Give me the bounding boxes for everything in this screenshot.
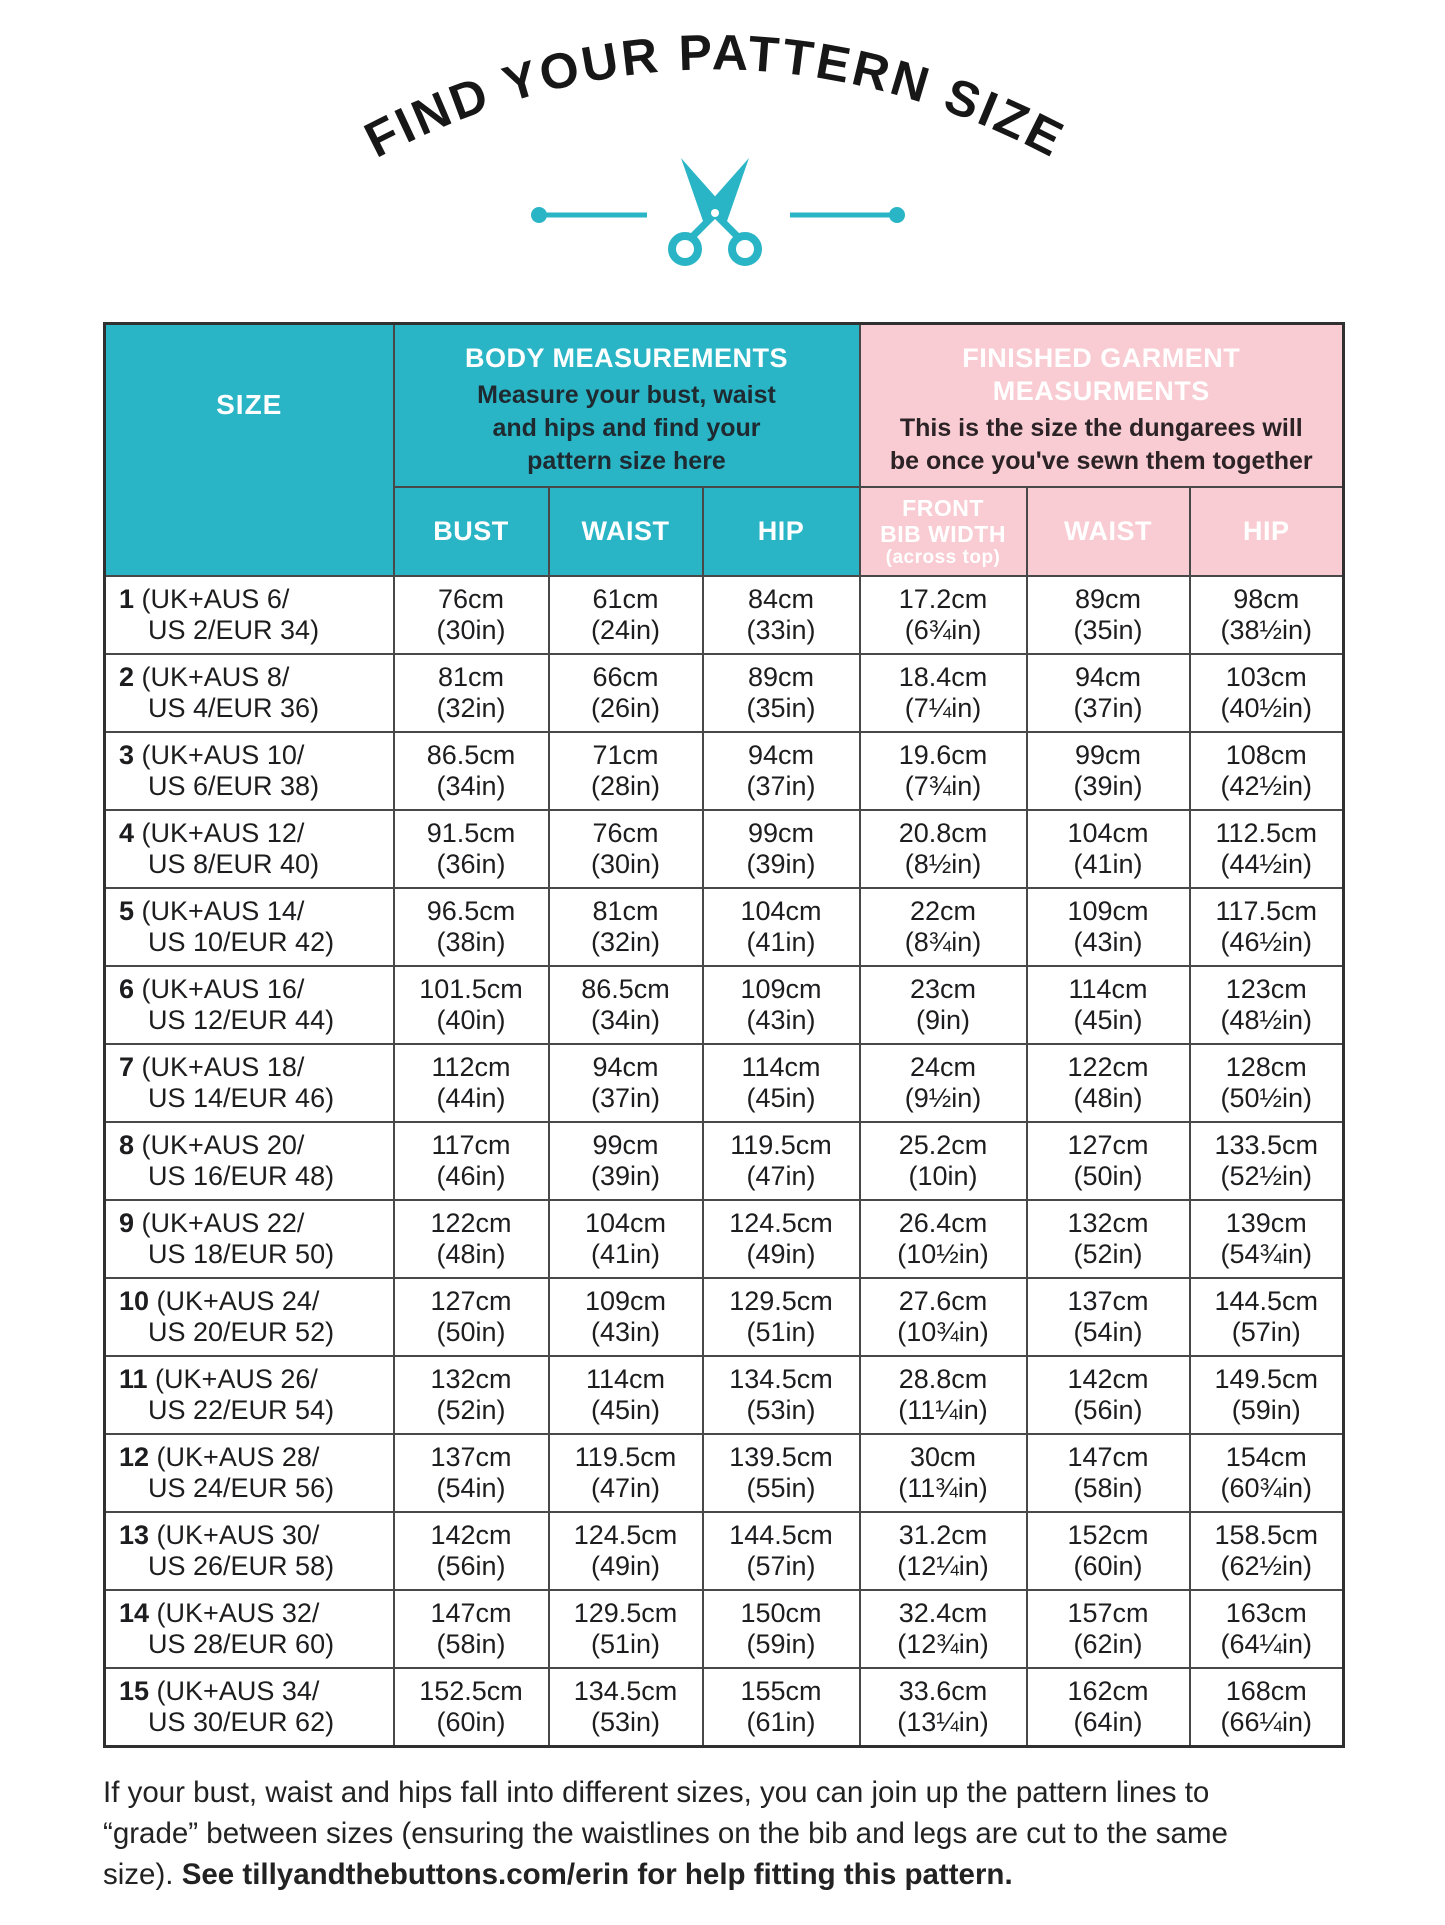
measurement-cell: 18.4cm (7¼in) (860, 654, 1027, 732)
size-number: 2 (119, 662, 135, 692)
measurement-cell: 168cm (66¼in) (1190, 1668, 1344, 1746)
size-label-line2: US 30/EUR 62) (148, 1706, 335, 1737)
measurement-cell: 139cm (54¾in) (1190, 1200, 1344, 1278)
table-row (105, 576, 1344, 654)
measurement-cell: 114cm (45in) (1027, 966, 1190, 1044)
size-label-line2: US 16/EUR 48) (148, 1161, 335, 1191)
size-label-line2: US 28/EUR 60) (148, 1629, 335, 1659)
measurement-cell: 99cm (39in) (703, 810, 860, 888)
measurement-cell: 31.2cm (12¼in) (860, 1512, 1027, 1590)
bib-width-sublabel: (across top) (885, 546, 1001, 568)
header-row-groups (105, 324, 1344, 488)
scissors-handle-right (732, 236, 758, 262)
size-number: 3 (119, 740, 135, 770)
measurement-cell: 89cm (35in) (703, 654, 860, 732)
measurement-cell: 76cm (30in) (549, 810, 703, 888)
measurement-cell: 152cm (60in) (1027, 1512, 1190, 1590)
measurement-cell: 81cm (32in) (394, 654, 549, 732)
measurement-cell: 26.4cm (10½in) (860, 1200, 1027, 1278)
size-number: 1 (119, 584, 135, 614)
size-cell: 14 (UK+AUS 32/ US 28/EUR 60) (105, 1590, 394, 1668)
column-header-garment-hip: HIP (1190, 487, 1344, 576)
table-row (105, 1200, 1344, 1278)
measurement-cell: 91.5cm (36in) (394, 810, 549, 888)
measurement-cell: 103cm (40½in) (1190, 654, 1344, 732)
size-number: 4 (119, 818, 135, 848)
measurement-cell: 114cm (45in) (549, 1356, 703, 1434)
measurement-cell: 114cm (45in) (703, 1044, 860, 1122)
garment-measurements-title: FINISHED GARMENT MEASURMENTS (962, 343, 1241, 406)
measurement-cell: 86.5cm (34in) (394, 732, 549, 810)
measurement-cell: 132cm (52in) (394, 1356, 549, 1434)
measurement-cell: 104cm (41in) (1027, 810, 1190, 888)
measurement-cell: 20.8cm (8½in) (860, 810, 1027, 888)
measurement-cell: 96.5cm (38in) (394, 888, 549, 966)
size-column-header (105, 324, 394, 577)
measurement-cell: 150cm (59in) (703, 1590, 860, 1668)
column-header-front-bib-width (860, 487, 1027, 576)
measurement-cell: 144.5cm (57in) (1190, 1278, 1344, 1356)
table-row (105, 732, 1344, 810)
measurement-cell: 117cm (46in) (394, 1122, 549, 1200)
measurement-cell: 109cm (43in) (1027, 888, 1190, 966)
measurement-cell: 144.5cm (57in) (703, 1512, 860, 1590)
measurement-cell: 152.5cm (60in) (394, 1668, 549, 1746)
size-cell: 2 (UK+AUS 8/ US 4/EUR 36) (105, 654, 394, 732)
size-cell: 8 (UK+AUS 20/ US 16/EUR 48) (105, 1122, 394, 1200)
size-number: 7 (119, 1052, 135, 1082)
size-label-line2: US 22/EUR 54) (148, 1395, 335, 1425)
measurement-cell: 22cm (8¾in) (860, 888, 1027, 966)
table-row (105, 1044, 1344, 1122)
garment-measurements-subtitle: This is the size the dungarees will be once you've sewn them together (889, 414, 1313, 475)
size-label-line2: US 24/EUR 56) (148, 1473, 335, 1503)
size-cell: 7 (UK+AUS 18/ US 14/EUR 46) (105, 1044, 394, 1122)
size-number: 9 (119, 1208, 135, 1238)
size-number: 5 (119, 896, 135, 926)
measurement-cell: 33.6cm (13¼in) (860, 1668, 1027, 1746)
column-header-garment-waist: WAIST (1027, 487, 1190, 576)
table-row (105, 810, 1344, 888)
size-label-line2: US 4/EUR 36) (148, 693, 320, 723)
measurement-cell: 142cm (56in) (1027, 1356, 1190, 1434)
measurement-cell: 101.5cm (40in) (394, 966, 549, 1044)
measurement-cell: 19.6cm (7¾in) (860, 732, 1027, 810)
page-title: FIND YOUR PATTERN SIZE (355, 24, 1075, 169)
size-cell: 5 (UK+AUS 14/ US 10/EUR 42) (105, 888, 394, 966)
measurement-cell: 25.2cm (10in) (860, 1122, 1027, 1200)
size-cell: 9 (UK+AUS 22/ US 18/EUR 50) (105, 1200, 394, 1278)
measurement-cell: 119.5cm (47in) (703, 1122, 860, 1200)
size-label-line2: US 20/EUR 52) (148, 1317, 335, 1347)
size-number: 8 (119, 1130, 135, 1160)
size-label-line2: US 26/EUR 58) (148, 1551, 335, 1581)
divider-dot-left (531, 207, 547, 223)
size-label-line2: US 12/EUR 44) (148, 1005, 335, 1035)
measurement-cell: 149.5cm (59in) (1190, 1356, 1344, 1434)
footer-text: If your bust, waist and hips fall into different sizes, you can join up the pattern lines to “grade” between sizes (ensuring the waistlines on the bib and legs are cut to the same size). (103, 1776, 1228, 1891)
size-label-line2: US 2/EUR 34) (148, 615, 320, 645)
measurement-cell: 66cm (26in) (549, 654, 703, 732)
measurement-cell: 109cm (43in) (549, 1278, 703, 1356)
measurement-cell: 137cm (54in) (1027, 1278, 1190, 1356)
size-number: 15 (119, 1675, 150, 1706)
size-number: 12 (119, 1442, 150, 1472)
measurement-cell: 133.5cm (52½in) (1190, 1122, 1344, 1200)
table-row (105, 1434, 1344, 1512)
table-row (105, 888, 1344, 966)
measurement-cell: 134.5cm (53in) (703, 1356, 860, 1434)
size-cell: 13 (UK+AUS 30/ US 26/EUR 58) (105, 1512, 394, 1590)
table-row (105, 1590, 1344, 1668)
measurement-cell: 119.5cm (47in) (549, 1434, 703, 1512)
size-chart (103, 322, 1345, 1748)
scissors-pivot (711, 209, 719, 217)
size-cell: 1 (UK+AUS 6/ US 2/EUR 34) (105, 576, 394, 654)
measurement-cell: 108cm (42½in) (1190, 732, 1344, 810)
measurement-cell: 123cm (48½in) (1190, 966, 1344, 1044)
size-chart-table (103, 322, 1345, 1748)
measurement-cell: 76cm (30in) (394, 576, 549, 654)
measurement-cell: 28.8cm (11¼in) (860, 1356, 1027, 1434)
garment-measurements-header (860, 324, 1344, 488)
title-banner (335, 12, 1095, 297)
measurement-cell: 139.5cm (55in) (703, 1434, 860, 1512)
measurement-cell: 24cm (9½in) (860, 1044, 1027, 1122)
size-number: 11 (119, 1364, 148, 1394)
size-label-line2: US 10/EUR 42) (148, 927, 335, 957)
measurement-cell: 30cm (11¾in) (860, 1434, 1027, 1512)
measurement-cell: 122cm (48in) (394, 1200, 549, 1278)
measurement-cell: 128cm (50½in) (1190, 1044, 1344, 1122)
table-row (105, 1278, 1344, 1356)
table-row (105, 1512, 1344, 1590)
measurement-cell: 27.6cm (10¾in) (860, 1278, 1027, 1356)
divider-dot-right (889, 207, 905, 223)
size-cell: 3 (UK+AUS 10/ US 6/EUR 38) (105, 732, 394, 810)
column-header-bust: BUST (394, 487, 549, 576)
scissors-handle-left (672, 236, 698, 262)
body-measurements-header (394, 324, 860, 488)
measurement-cell: 163cm (64¼in) (1190, 1590, 1344, 1668)
measurement-cell: 122cm (48in) (1027, 1044, 1190, 1122)
table-row (105, 1122, 1344, 1200)
size-number: 6 (119, 974, 135, 1004)
measurement-cell: 104cm (41in) (549, 1200, 703, 1278)
size-column-label: SIZE (216, 389, 283, 420)
measurement-cell: 137cm (54in) (394, 1434, 549, 1512)
measurement-cell: 142cm (56in) (394, 1512, 549, 1590)
size-label-line2: US 6/EUR 38) (148, 771, 320, 801)
size-cell: 4 (UK+AUS 12/ US 8/EUR 40) (105, 810, 394, 888)
table-row (105, 1668, 1344, 1746)
measurement-cell: 112.5cm (44½in) (1190, 810, 1344, 888)
measurement-cell: 127cm (50in) (394, 1278, 549, 1356)
measurement-cell: 104cm (41in) (703, 888, 860, 966)
size-label-line2: US 14/EUR 46) (148, 1083, 335, 1113)
size-label-line2: US 8/EUR 40) (148, 849, 320, 879)
measurement-cell: 94cm (37in) (1027, 654, 1190, 732)
footer-note (103, 1772, 1359, 1895)
measurement-cell: 157cm (62in) (1027, 1590, 1190, 1668)
measurement-cell: 94cm (37in) (549, 1044, 703, 1122)
table-row (105, 654, 1344, 732)
measurement-cell: 117.5cm (46½in) (1190, 888, 1344, 966)
measurement-cell: 162cm (64in) (1027, 1668, 1190, 1746)
measurement-cell: 124.5cm (49in) (703, 1200, 860, 1278)
measurement-cell: 155cm (61in) (703, 1668, 860, 1746)
measurement-cell: 154cm (60¾in) (1190, 1434, 1344, 1512)
column-header-hip: HIP (703, 487, 860, 576)
measurement-cell: 17.2cm (6¾in) (860, 576, 1027, 654)
table-row (105, 1356, 1344, 1434)
measurement-cell: 99cm (39in) (549, 1122, 703, 1200)
measurement-cell: 132cm (52in) (1027, 1200, 1190, 1278)
size-number: 14 (119, 1598, 150, 1628)
measurement-cell: 124.5cm (49in) (549, 1512, 703, 1590)
measurement-cell: 81cm (32in) (549, 888, 703, 966)
size-cell: 12 (UK+AUS 28/ US 24/EUR 56) (105, 1434, 394, 1512)
measurement-cell: 84cm (33in) (703, 576, 860, 654)
measurement-cell: 134.5cm (53in) (549, 1668, 703, 1746)
table-row (105, 966, 1344, 1044)
measurement-cell: 109cm (43in) (703, 966, 860, 1044)
size-number: 10 (119, 1286, 150, 1316)
size-cell: 6 (UK+AUS 16/ US 12/EUR 44) (105, 966, 394, 1044)
size-cell: 15 (UK+AUS 34/ US 30/EUR 62) (105, 1668, 394, 1746)
body-measurements-subtitle: Measure your bust, waist and hips and find your pattern size here (477, 381, 776, 475)
measurement-cell: 86.5cm (34in) (549, 966, 703, 1044)
footer-bold-text: See tillyandthebuttons.com/erin for help fitting this pattern. (181, 1858, 1013, 1891)
size-cell: 10 (UK+AUS 24/ US 20/EUR 52) (105, 1278, 394, 1356)
size-number: 13 (119, 1520, 150, 1550)
measurement-cell: 129.5cm (51in) (703, 1278, 860, 1356)
column-header-waist: WAIST (549, 487, 703, 576)
measurement-cell: 99cm (39in) (1027, 732, 1190, 810)
measurement-cell: 61cm (24in) (549, 576, 703, 654)
measurement-cell: 94cm (37in) (703, 732, 860, 810)
measurement-cell: 23cm (9in) (860, 966, 1027, 1044)
size-cell: 11 (UK+AUS 26/ US 22/EUR 54) (105, 1356, 394, 1434)
scissors-icon (672, 158, 758, 262)
bib-width-label: FRONT BIB WIDTH (880, 494, 1006, 547)
measurement-cell: 147cm (58in) (1027, 1434, 1190, 1512)
measurement-cell: 112cm (44in) (394, 1044, 549, 1122)
measurement-cell: 98cm (38½in) (1190, 576, 1344, 654)
measurement-cell: 89cm (35in) (1027, 576, 1190, 654)
measurement-cell: 32.4cm (12¾in) (860, 1590, 1027, 1668)
measurement-cell: 158.5cm (62½in) (1190, 1512, 1344, 1590)
size-label-line2: US 18/EUR 50) (148, 1239, 335, 1269)
body-measurements-title: BODY MEASUREMENTS (464, 343, 789, 373)
measurement-cell: 71cm (28in) (549, 732, 703, 810)
measurement-cell: 129.5cm (51in) (549, 1590, 703, 1668)
scissors-divider (531, 158, 905, 262)
measurement-cell: 147cm (58in) (394, 1590, 549, 1668)
size-table-body (105, 576, 1344, 1746)
measurement-cell: 127cm (50in) (1027, 1122, 1190, 1200)
